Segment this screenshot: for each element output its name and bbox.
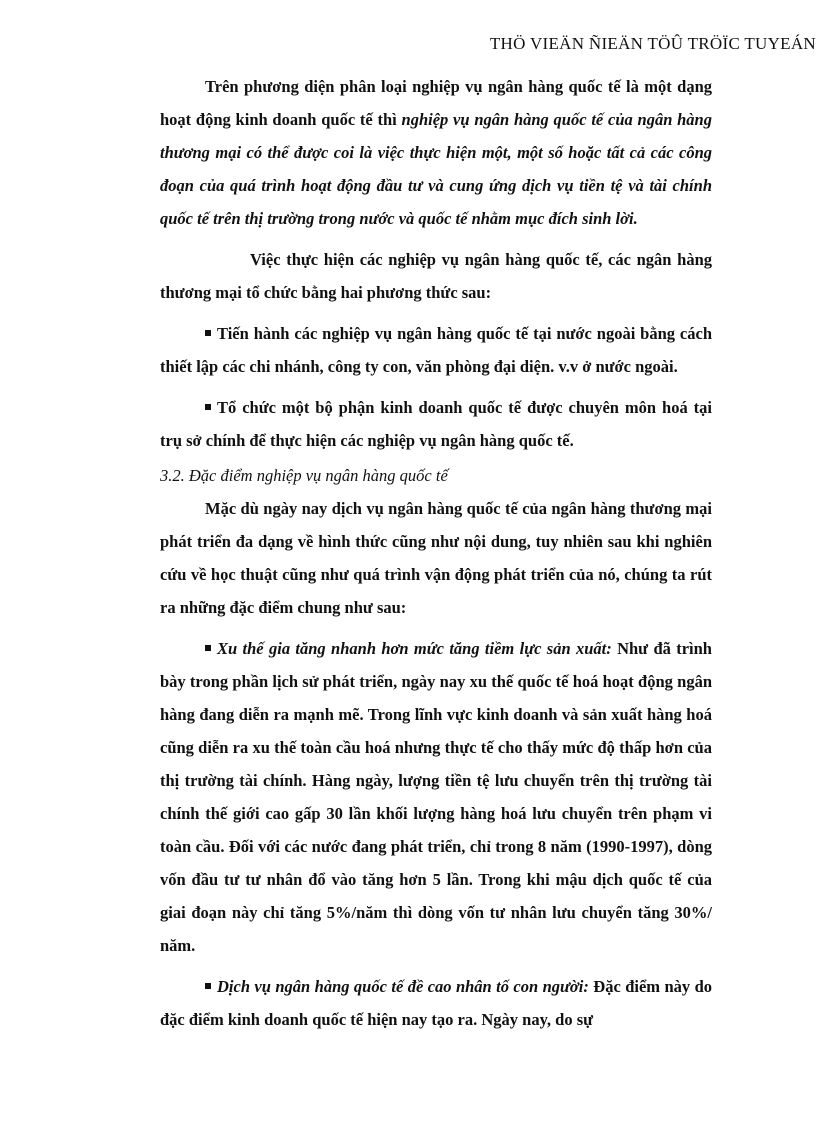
bullet-item-4-italic: Dịch vụ ngân hàng quốc tế đề cao nhân tố con người: — [217, 977, 589, 996]
paragraph-intro-italic: nghiệp vụ ngân hàng quốc tế của ngân hàng thương mại có thể được coi là việc thực hiện một, một số hoặc tất cả các công đoạn của quá trình hoạt động đầu tư và cung ứng dịch vụ tiền tệ và tài chính quốc tế trên thị trường trong nước và quốc tế nhằm mục đích sinh lời. — [160, 110, 712, 228]
document-body — [160, 70, 712, 1036]
bullet-icon — [205, 645, 211, 651]
bullet-icon — [205, 983, 211, 989]
page-header: THÖ VIEÄN ÑIEÄN TÖÛ TRÖÏC TUYEÁN — [489, 34, 816, 53]
bullet-icon — [205, 404, 211, 410]
bullet-item-4-text: Đặc điểm này do đặc điểm kinh doanh quốc tế hiện nay tạo ra. Ngày nay, do sự — [160, 977, 713, 1029]
section-title: 3.2. Đặc điểm nghiệp vụ ngân hàng quốc tế — [160, 466, 448, 485]
bullet-item-3-italic: Xu thế gia tăng nhanh hơn mức tăng tiềm lực sản xuất: — [217, 639, 612, 658]
paragraph-features: Mặc dù ngày nay dịch vụ ngân hàng quốc tế của ngân hàng thương mại phát triển đa dạng về hình thức cũng như nội dung, tuy nhiên sau khi nghiên cứu về học thuật cũng như quá trình vận động phát triển của nó, chúng ta rút ra những đặc điểm chung như sau: — [160, 499, 712, 617]
bullet-item-3 — [160, 632, 712, 962]
paragraph-intro — [160, 70, 712, 235]
bullet-item-1 — [160, 317, 712, 383]
paragraph-methods: Việc thực hiện các nghiệp vụ ngân hàng quốc tế, các ngân hàng thương mại tổ chức bằng hai phương thức sau: — [160, 250, 712, 302]
bullet-item-3-text: Như đã trình bày trong phần lịch sử phát triển, ngày nay xu thế quốc tế hoá hoạt động ngân hàng đang diễn ra mạnh mẽ. Trong lĩnh vực kinh doanh và sản xuất hàng hoá cũng diễn ra xu thế toàn cầu hoá nhưng thực tế cho thấy mức độ thấp hơn của thị trường tài chính. Hàng ngày, lượng tiền tệ lưu chuyển trên thị trường tài chính thế giới cao gấp 30 lần khối lượng hàng hoá lưu chuyển trên phạm vi toàn cầu. Đối với các nước đang phát triển, chỉ trong 8 năm (1990-1997), dòng vốn đầu tư tư nhân đổ vào tăng hơn 5 lần. Trong khi mậu dịch quốc tế của giai đoạn này chỉ tăng 5%/năm thì dòng vốn tư nhân lưu chuyển tăng 30%/ năm. — [160, 639, 712, 955]
bullet-item-1-text: Tiến hành các nghiệp vụ ngân hàng quốc tế tại nước ngoài bằng cách thiết lập các chi nhánh, công ty con, văn phòng đại diện. v.v ở nước ngoài. — [160, 324, 712, 376]
bullet-icon — [205, 330, 211, 336]
paragraph-intro-text: Trên phương diện phân loại nghiệp vụ ngân hàng quốc tế là một dạng hoạt động kinh doanh quốc tế thì — [160, 77, 712, 129]
bullet-item-2 — [160, 391, 712, 457]
bullet-item-2-text: Tổ chức một bộ phận kinh doanh quốc tế được chuyên môn hoá tại trụ sở chính để thực hiện các nghiệp vụ ngân hàng quốc tế. — [160, 398, 712, 450]
bullet-item-4 — [160, 970, 712, 1036]
